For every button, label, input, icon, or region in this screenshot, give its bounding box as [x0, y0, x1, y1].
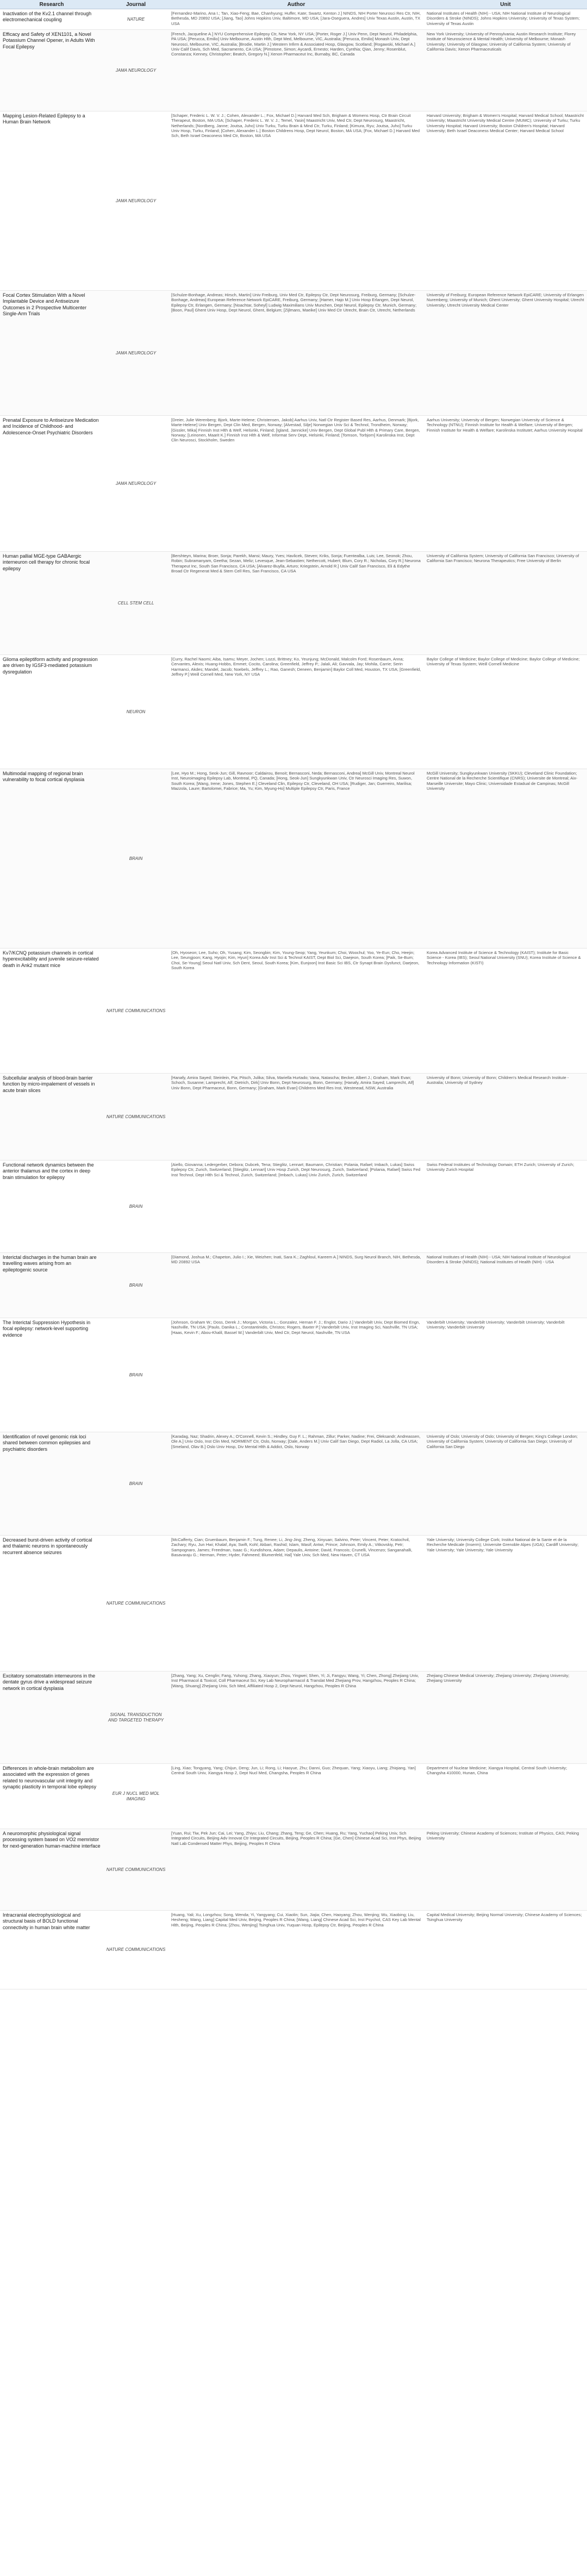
unit-cell: Yale University; University College Cork; Institut National de la Sante et de la Recherche Medicale (Inserm); Universite Grenoble Alpes (UGA); Cardiff University; Yale University; Yale University; Yale University — [424, 1536, 587, 1671]
author-cell: [Hanafy, Amira Sayed; Steinlein, Pia; Pitsch, Julika; Silva, Mariella Hurtado; Vana, Natascha; Becker, Albert J.; Graham, Mark Evan; Schoch, Susanne; Lamprecht, Alf; Dietrich, Dirk] Univ Bonn, Dept Neurosurg, Bonn, Germany; [Hanafy, Amira Sayed; Lamprecht, Alf] Univ Bonn, Dept Pharmaceut, Bonn, Germany; [Graham, Mark Evan] Childrens Med Res Inst, Westmead, NSW, Australia — [168, 1074, 424, 1161]
table-row — [0, 655, 587, 769]
research-title-cell: Intracranial electrophysiological and structural basis of BOLD functional connectivity in human brain white matter — [0, 1911, 103, 1989]
author-cell: [Huang, Yali; Xu, Longzhou; Song, Wenda; Yi, Yangyang; Cui, Xiaolin; Sun, Jiajia; Chen, Haoyang; Zhou, Wenjing; Wu, Xiaobing; Liu, Hesheng; Wang, Liang] Capital Med Univ, Beijing, Peoples R China; [Wang, Liang] Chinese Acad Sci, Inst Psychol, CAS Key Lab Mental Hlth, Beijing, Peoples R China; [Zhou, Wenjing] Tsinghua Univ, Yuquan Hosp, Epilepsy Ctr, Beijing, Peoples R China — [168, 1911, 424, 1989]
author-cell: [Zhang, Yang; Xu, Cenglin; Fang, Yuhong; Zhang, Xiaoyun; Zhou, Yingwei; Shen, Yi; Ji, Fangyu; Wang, Yi; Chen, Zhong] Zhejiang Univ, Inst Pharmacol & Toxicol, Coll Pharmaceut Sci, Key Lab Neuropharmacol & Translat Med Zhejiang Prov, Hangzhou, Peoples R China; [Wang, Shuang] Zhejiang Univ, Sch Med, Affiliated Hosp 2, Dept Neurol, Hangzhou, Peoples R China — [168, 1671, 424, 1764]
unit-cell: Baylor College of Medicine; Baylor College of Medicine; Baylor College of Medicine; University of Texas System; Weill Cornell Medicine — [424, 655, 587, 769]
journal-cell: NEURON — [103, 655, 168, 769]
research-title-cell: Prenatal Exposure to Antiseizure Medication and Incidence of Childhood- and Adolescence-Onset Psychiatric Disorders — [0, 416, 103, 552]
table-header — [0, 0, 587, 9]
journal-cell: NATURE COMMUNICATIONS — [103, 1911, 168, 1989]
header-author: Author — [168, 0, 424, 9]
journal-cell: SIGNAL TRANSDUCTION AND TARGETED THERAPY — [103, 1671, 168, 1764]
table-row — [0, 769, 587, 949]
table-row — [0, 1536, 587, 1671]
research-title-cell: Glioma epileptiform activity and progression are driven by IGSF3-mediated potassium dysregulation — [0, 655, 103, 769]
journal-cell: BRAIN — [103, 1253, 168, 1318]
research-title-cell: Functional network dynamics between the anterior thalamus and the cortex in deep brain stimulation for epilepsy — [0, 1161, 103, 1253]
research-title-cell: Decreased burst-driven activity of cortical and thalamic neurons in spontaneously recurrent absence seizures — [0, 1536, 103, 1671]
author-cell: [French, Jacqueline A.] NYU Comprehensive Epilepsy Ctr, New York, NY USA; [Porter, Roger J.] Univ Penn, Dept Neurol, Philadelphia, PA USA; [Perucca, Emilio] Univ Melbourne, Austin Hlth, Dept Med, Melbourne, VIC, Australia; [Perucca, Emilio] Monash Univ, Dept Neurosci, Melbourne, VIC, Australia; [Brodie, Martin J.] Western Infirm & Associated Hosp, Glasgow, Scotland; [Rogawski, Michael A.] Univ Calif Davis, Sch Med, Sacramento, CA USA; [Pimstone, Simon; Aycardi, Ernesto; Harden, Cynthia; Qian, Jenny; Rosenblut, Constanza; Kenney, Christopher; Beatch, Gregory N.] Xenon Pharmaceut Inc, Burnaby, BC, Canada — [168, 30, 424, 111]
journal-cell: NATURE COMMUNICATIONS — [103, 1074, 168, 1161]
unit-cell: Aarhus University; University of Bergen; Norwegian University of Science & Technology (NTNU); Finnish Institute for Health & Welfare; University of Bergen; Finnish Institute for Health & Welfare; Karolinska Institutet; Aarhus University Hospital — [424, 416, 587, 552]
research-title-cell: Focal Cortex Stimulation With a Novel Implantable Device and Antiseizure Outcomes in 2 Prospective Multicenter Single-Arm Trials — [0, 291, 103, 416]
table-row — [0, 1432, 587, 1536]
header-research: Research — [0, 0, 103, 9]
unit-cell: Capital Medical University; Beijing Normal University; Chinese Academy of Sciences; Tsinghua University — [424, 1911, 587, 1989]
unit-cell: University of California System; University of California San Francisco; University of California San Francisco; Neurona Therapeutics; Free University of Berlin — [424, 552, 587, 655]
research-title-cell: Efficacy and Safety of XEN1101, a Novel Potassium Channel Opener, in Adults With Focal Epilepsy — [0, 30, 103, 111]
table-row — [0, 1074, 587, 1161]
journal-cell: CELL STEM CELL — [103, 552, 168, 655]
unit-cell: Department of Nuclear Medicine; Xiangya Hospital, Central South University; Changsha 410000, Hunan, China — [424, 1764, 587, 1829]
author-cell: [Curry, Rachel Naomi; Aiba, Isamu; Meyer, Jochen; Lozzi, Brittney; Ko, Yeunjung; McDonald, Malcolm Ford; Rosenbaum, Anna; Cervantes, Alexis; Huang-Hobbs, Emmet; Cocito, Carolina; Greenfield, Jeffrey P.; Jalali, Ali; Gavvala, Jay; Mohila, Carrie; Serin Harmanci, Akdes; Mandel, Jacob; Noebels, Jeffrey L.; Rao, Ganesh; Deneen, Benjamin] Baylor Coll Med, Houston, TX USA; [Greenfield, Jeffrey P.] Weill Cornell Med, New York, NY USA — [168, 655, 424, 769]
table-row — [0, 1671, 587, 1764]
author-cell: [Schaper, Frederic L. W. V. J.; Cohen, Alexander L.; Fox, Michael D.] Harvard Med Sch, Brigham & Womens Hosp, Ctr Brain Circuit Therapeut, Boston, MA USA; [Schaper, Frederic L. W. V. J.; Temel, Yasin] Maastricht Univ, Med Ctr, Dept Neurosurg, Maastricht, Netherlands; [Nordberg, Janne; Joutsa, Juho] Univ Turku, Turku Brain & Mind Ctr, Turku, Finland; [Kimura, Ryu; Joutsa, Juho] Turku Univ Hosp, Turku, Finland; [Cohen, Alexander L.] Boston Childrens Hosp, Dept Neurol, Boston, MA USA; [Fox, Michael D.] Harvard Med Sch, Beth Israel Deaconess Med Ctr, Boston, MA USA — [168, 111, 424, 291]
journal-cell: BRAIN — [103, 1318, 168, 1432]
author-cell: [Aiello, Giovanna; Ledergerber, Debora; Dubcek, Tena; Stieglitz, Lennart; Baumann, Christian; Polania, Rafael; Imbach, Lukas] Swiss Epilepsy Ctr, Zurich, Switzerland; [Stieglitz, Lennart] Univ Hosp Zurich, Dept Neurosurg, Zurich, Switzerland; [Polania, Rafael] Swiss Fed Inst Technol, Dept Hlth Sci & Technol, Zurich, Switzerland; [Imbach, Lukas] Univ Zurich, Zurich, Switzerland — [168, 1161, 424, 1253]
unit-cell: National Institutes of Health (NIH) - USA; NIH National Institute of Neurological Disorders & Stroke (NINDS); Johns Hopkins University; University of Texas System; University of Texas Austin — [424, 9, 587, 30]
unit-cell: Korea Advanced Institute of Science & Technology (KAIST); Institute for Basic Science - Korea (IBS); Seoul National University (SNU); Korea Institute of Science & Technology Information (KISTI) — [424, 949, 587, 1074]
research-title-cell: A neuromorphic physiological signal processing system based on VO2 memristor for next-generation human-machine interface — [0, 1829, 103, 1911]
unit-cell: National Institutes of Health (NIH) - USA; NIH National Institute of Neurological Disorders & Stroke (NINDS); National Institutes of Health (NIH) - USA — [424, 1253, 587, 1318]
research-title-cell: Inactivation of the Kv2.1 channel through electromechanical coupling — [0, 9, 103, 30]
research-title-cell: Subcellular analysis of blood-brain barrier function by micro-impalement of vessels in acute brain slices — [0, 1074, 103, 1161]
research-title-cell: Human pallial MGE-type GABAergic interneuron cell therapy for chronic focal epilepsy — [0, 552, 103, 655]
research-title-cell: The Interictal Suppression Hypothesis in focal epilepsy: network-level supporting evidence — [0, 1318, 103, 1432]
table-row — [0, 30, 587, 111]
journal-cell: BRAIN — [103, 1161, 168, 1253]
journal-cell: EUR J NUCL MED MOL IMAGING — [103, 1764, 168, 1829]
journal-cell: NATURE COMMUNICATIONS — [103, 949, 168, 1074]
research-title-cell: Interictal discharges in the human brain are travelling waves arising from an epileptogenic source — [0, 1253, 103, 1318]
research-title-cell: Excitatory somatostatin interneurons in the dentate gyrus drive a widespread seizure network in cortical dysplasia — [0, 1671, 103, 1764]
author-cell: [Schulze-Bonhage, Andreas; Hirsch, Martin] Univ Freiburg, Univ Med Ctr, Epilepsy Ctr, Dept Neurosurg, Freiburg, Germany; [Schulze-Bonhage, Andreas] European Reference Network EpiCARE, Freiburg, Germany; [Hamer, Hajo M.] Univ Hosp Erlangen, Dept Neurol, Epilepsy Ctr, Erlangen, Germany; [Noachtar, Soheyl] Ludwig Maximilians Univ Munchen, Dept Neurol, Epilepsy Ctr, Munich, Germany; [Boon, Paul] Ghent Univ Hosp, Dept Neurol, Ghent, Belgium; [Zijlmans, Maeike] Univ Med Ctr Utrecht, Brain Ctr, Utrecht, Netherlands — [168, 291, 424, 416]
research-title-cell: Identification of novel genomic risk loci shared between common epilepsies and psychiatric disorders — [0, 1432, 103, 1536]
journal-cell: JAMA NEUROLOGY — [103, 416, 168, 552]
table-row — [0, 1318, 587, 1432]
table-body — [0, 9, 587, 1989]
unit-cell: University of Oslo; University of Oslo; University of Bergen; King's College London; University of California System; University of California San Diego; University of California San Diego — [424, 1432, 587, 1536]
research-title-cell: Multimodal mapping of regional brain vulnerability to focal cortical dysplasia — [0, 769, 103, 949]
unit-cell: Vanderbilt University; Vanderbilt University; Vanderbilt University; Vanderbilt University; Vanderbilt University — [424, 1318, 587, 1432]
journal-cell: NATURE — [103, 9, 168, 30]
header-journal: Journal — [103, 0, 168, 9]
table-row — [0, 111, 587, 291]
journal-cell: NATURE COMMUNICATIONS — [103, 1536, 168, 1671]
journal-cell: BRAIN — [103, 769, 168, 949]
journal-cell: JAMA NEUROLOGY — [103, 291, 168, 416]
author-cell: [Diamond, Joshua M.; Chapeton, Julio I.; Xie, Weizhen; Inati, Sara K.; Zaghloul, Kareem A.] NINDS, Surg Neurol Branch, NIH, Bethesda, MD 20892 USA — [168, 1253, 424, 1318]
table-row — [0, 416, 587, 552]
journal-cell: NATURE COMMUNICATIONS — [103, 1829, 168, 1911]
table-row — [0, 1253, 587, 1318]
table-row — [0, 1911, 587, 1989]
unit-cell: Harvard University; Brigham & Women's Hospital; Harvard Medical School; Maastricht University; Maastricht University Medical Centre (MUMC); University of Turku; Turku University Hospital; Harvard University; Boston Children's Hospital; Harvard University; Beth Israel Deaconess Medical Center; Harvard Medical School — [424, 111, 587, 291]
header-unit: Unit — [424, 0, 587, 9]
author-cell: [Fernandez-Marino, Ana I.; Tan, Xiao-Feng; Bae, Chanhyung; Huffer, Kate; Swartz, Kenton J.] NINDS, NIH Porter Neurosci Res Ctr, NIH, Bethesda, MD 20892 USA; [Jiang, Tao] Johns Hopkins Univ, Baltimore, MD USA; [Jara-Oseguera, Andres] Univ Texas Austin, Austin, TX USA — [168, 9, 424, 30]
author-cell: [Ling, Xiao; Tongyang, Yang; Chijun, Deng; Jun, Li; Rong, Li; Haoyue, Zhu; Danni, Guo; Zhequan, Yang; Xiaoyu, Liang; Zhiqiang, Yan] Central South Univ, Xiangya Hosp 2, Dept Nucl Med, Changsha, Peoples R China — [168, 1764, 424, 1829]
journal-cell: JAMA NEUROLOGY — [103, 111, 168, 291]
author-cell: [McCafferty, Cian; Gruenbaum, Benjamin F.; Tung, Renee; Li, Jing-Jing; Zheng, Xinyuan; Salvino, Peter; Vincent, Peter; Kratochvil, Zachary; Ryu, Jun Hwi; Khalaf, Aya; Swift, Kohl; Akbari, Rashid; Islam, Wasif; Antwi, Prince; Johnson, Emily A.; Vitkovskiy, Petr; Sampognaro, James; Freedman, Isaac G.; Kundishora, Adam; Depaulis, Antoine; David, Francois; Crunelli, Vincenzo; Sanganahalli, Basavaraju G.; Herman, Peter; Hyder, Fahmeed; Blumenfeld, Hal] Yale Univ, Sch Med, New Haven, CT USA — [168, 1536, 424, 1671]
author-cell: [Karadag, Naz; Shadrin, Alexey A.; O'Connell, Kevin S.; Hindley, Guy F. L.; Rahman, Zillur; Parker, Nadine; Frei, Oleksandr; Andreassen, Ole A.] Univ Oslo, Inst Clin Med, NORMENT Ctr, Oslo, Norway; [Dale, Anders M.] Univ Calif San Diego, Dept Radiol, La Jolla, CA USA; [Smeland, Olav B.] Oslo Univ Hosp, Div Mental Hlth & Addict, Oslo, Norway — [168, 1432, 424, 1536]
author-cell: [Dreier, Julie Werenberg; Bjork, Marte-Helene; Christensen, Jakob] Aarhus Univ, Natl Ctr Register Based Res, Aarhus, Denmark; [Bjork, Marte-Helene] Univ Bergen, Dept Clin Med, Bergen, Norway; [Alvestad, Silje] Norwegian Univ Sci & Technol, Trondheim, Norway; [Gissler, Mika] Finnish Inst Hlth & Welf, Helsinki, Finland; [Igland, Jannicke] Univ Bergen, Dept Global Publ Hlth & Primary Care, Bergen, Norway; [Leinonen, Maarit K.] Finnish Inst Hlth & Welf, Informat Serv Dept, Helsinki, Finland; [Tomson, Torbjorn] Karolinska Inst, Dept Clin Neurosci, Stockholm, Sweden — [168, 416, 424, 552]
author-cell: [Yuan, Rui; Tiw, Pek Jun; Cai, Lei; Yang, Zhiyu; Liu, Chang; Zhang, Teng; Ge, Chen; Huang, Ru; Yang, Yuchao] Peking Univ, Sch Integrated Circuits, Beijing Adv Innovat Ctr Integrated Circuits, Beijing, Peoples R China; [Ge, Chen] Chinese Acad Sci, Inst Phys, Beijing Natl Lab Condensed Matter Phys, Beijing, Peoples R China — [168, 1829, 424, 1911]
unit-cell: Zhejiang Chinese Medical University; Zhejiang University; Zhejiang University; Zhejiang University — [424, 1671, 587, 1764]
header-row — [0, 0, 587, 9]
author-cell: [Johnson, Graham W.; Doss, Derek J.; Morgan, Victoria L.; Gonzalez, Hernan F. J.; Englot, Dario J.] Vanderbilt Univ, Dept Biomed Engn, Nashville, TN USA; [Paulo, Danika L.; Constantinidis, Christos; Rogers, Baxter P.] Vanderbilt Univ, Inst Imaging Sci, Nashville, TN USA; [Haas, Kevin F.; Abou-Khalil, Bassel W.] Vanderbilt Univ, Med Ctr, Dept Neurol, Nashville, TN USA — [168, 1318, 424, 1432]
journal-cell: JAMA NEUROLOGY — [103, 30, 168, 111]
table-row — [0, 552, 587, 655]
table-row — [0, 1161, 587, 1253]
author-cell: [Oh, Hyoseon; Lee, Suho; Oh, Yusang; Kim, Seongbin; Kim, Young-Seop; Yang, Yeunkum; Choi, Woochul; Yoo, Ye-Eun; Cho, Heejin; Lee, Seungjoon; Kang, Hyojin; Kim, Hyun] Korea Adv Inst Sci & Technol KAIST, Dept Biol Sci, Daejeon, South Korea; [Paik, Se-Bum; Choi, Se-Young] Seoul Natl Univ, Sch Dent, Seoul, South Korea; [Kim, Eunjoon] Inst Basic Sci IBS, Ctr Synapt Brain Dysfunct, Daejeon, South Korea — [168, 949, 424, 1074]
unit-cell: McGill University; Sungkyunkwan University (SKKU); Cleveland Clinic Foundation; Centre National de la Recherche Scientifique (CNRS); Universite de Montreal; Aix-Marseille Universite; Mayo Clinic; Universidade Estadual de Campinas; McGill University — [424, 769, 587, 949]
table-row — [0, 291, 587, 416]
unit-cell: Peking University; Chinese Academy of Sciences; Institute of Physics, CAS; Peking University — [424, 1829, 587, 1911]
author-cell: [Lee, Hyo M.; Hong, Seok-Jun; Gill, Ravnoor; Caldairou, Benoit; Bernasconi, Neda; Bernasconi, Andrea] McGill Univ, Montreal Neurol Inst, Neuroimaging Epilepsy Lab, Montreal, PQ, Canada; [Hong, Seok-Jun] Sungkyunkwan Univ, Ctr Neurosci Imaging Res, Suwon, South Korea; [Wang, Irene; Jones, Stephen E.] Cleveland Clin, Epilepsy Ctr, Cleveland, OH USA; [Rudiger, Jan; Guerreiro, Marilisa; Mazzola, Laure; Bartolomei, Fabrice; Ma, Yu; Kim, Myung-Ho] Multiple Epilepsy Ctr, Paris, France — [168, 769, 424, 949]
research-title-cell: Differences in whole-brain metabolism are associated with the expression of genes related to neurovascular unit integrity and synaptic plasticity in temporal lobe epilepsy — [0, 1764, 103, 1829]
unit-cell: University of Bonn; University of Bonn; Children's Medical Research Institute - Australia; University of Sydney — [424, 1074, 587, 1161]
research-title-cell: Mapping Lesion-Related Epilepsy to a Human Brain Network — [0, 111, 103, 291]
unit-cell: University of Freiburg; European Reference Network EpiCARE; University of Erlangen Nuremberg; University of Munich; Ghent University; Ghent University Hospital; Utrecht University; Utrecht University Medical Center — [424, 291, 587, 416]
table-row — [0, 9, 587, 30]
unit-cell: New York University; University of Pennsylvania; Austin Research Institute; Florey Institute of Neuroscience & Mental Health; University of Melbourne; Monash University; University of Glasgow; University of California System; University of California Davis; Xenon Pharmaceuticals — [424, 30, 587, 111]
table-row — [0, 949, 587, 1074]
author-cell: [Bershteyn, Marina; Broer, Sonja; Parekh, Mansi; Maury, Yves; Havlicek, Steven; Kriks, Sonja; Fuentealba, Luis; Lee, Seonok; Zhou, Robin; Subramanyam, Geetha; Sezan, Meliz; Levesque, Jean-Sebastien; Nethercott, Hubert; Blum, Cory R.; Nicholas, Cory R.] Neurona Therapeut Inc, South San Francisco, CA USA; [Alvarez-Buylla, Arturo; Kriegstein, Arnold R.] Univ Calif San Francisco, Eli & Edythe Broad Ctr Regenerat Med & Stem Cell Res, San Francisco, CA USA — [168, 552, 424, 655]
table-row — [0, 1829, 587, 1911]
journal-cell: BRAIN — [103, 1432, 168, 1536]
table-row — [0, 1764, 587, 1829]
unit-cell: Swiss Federal Institutes of Technology Domain; ETH Zurich; University of Zurich; University Zurich Hospital — [424, 1161, 587, 1253]
research-title-cell: Kv7/KCNQ potassium channels in cortical hyperexcitability and juvenile seizure-related death in Ank2 mutant mice — [0, 949, 103, 1074]
